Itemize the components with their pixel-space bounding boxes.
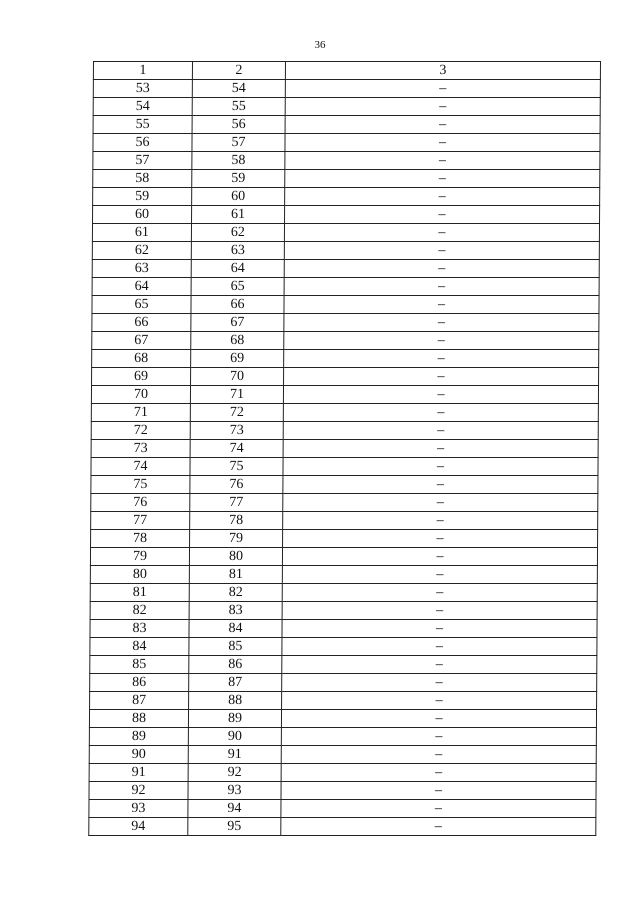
table-cell: 72 — [190, 404, 283, 422]
table-row — [91, 530, 598, 548]
table-cell: – — [284, 242, 599, 260]
table-row — [91, 422, 598, 440]
table-row — [91, 494, 598, 512]
table-row — [93, 206, 600, 224]
table-cell: – — [285, 80, 600, 98]
table-cell: 61 — [192, 206, 285, 224]
table-cell: 69 — [191, 350, 284, 368]
table-cell: – — [282, 692, 597, 710]
table-cell: 71 — [91, 404, 190, 422]
table-cell: 68 — [191, 332, 284, 350]
table-cell: 81 — [90, 584, 189, 602]
table-cell: – — [285, 98, 600, 116]
table-cell: 71 — [190, 386, 283, 404]
table-cell: 60 — [93, 206, 192, 224]
data-table — [88, 61, 601, 836]
table-cell: 82 — [189, 584, 282, 602]
table-row — [89, 710, 596, 728]
table-row — [92, 278, 599, 296]
table-cell: 87 — [90, 692, 189, 710]
table-cell: 80 — [90, 566, 189, 584]
table-cell: 84 — [189, 620, 282, 638]
table-cell: 80 — [189, 548, 282, 566]
table-row — [92, 242, 599, 260]
table-row — [89, 728, 596, 746]
table-cell: 66 — [191, 296, 284, 314]
table-row — [91, 512, 598, 530]
table-cell: – — [282, 674, 597, 692]
table-cell: – — [282, 548, 597, 566]
table-cell: 92 — [188, 764, 281, 782]
table-cell: 67 — [92, 332, 191, 350]
table-cell: 76 — [91, 494, 190, 512]
table-cell: 56 — [93, 134, 192, 152]
table-cell: – — [283, 512, 598, 530]
table-row — [92, 332, 599, 350]
table-cell: 85 — [90, 656, 189, 674]
table-cell: 58 — [93, 170, 192, 188]
table-cell: – — [282, 656, 597, 674]
table-cell: 81 — [189, 566, 282, 584]
table-cell: – — [284, 278, 599, 296]
table-cell: 54 — [192, 80, 285, 98]
table-cell: – — [283, 440, 598, 458]
table-cell: 86 — [189, 656, 282, 674]
table-cell: 70 — [91, 386, 190, 404]
column-header: 1 — [93, 62, 192, 80]
table-cell: 93 — [89, 800, 188, 818]
table-row — [89, 818, 596, 836]
table-row — [92, 368, 599, 386]
table-row — [89, 764, 596, 782]
table-row — [90, 638, 597, 656]
table-cell: 83 — [189, 602, 282, 620]
table-cell: 63 — [191, 242, 284, 260]
table-row — [90, 548, 597, 566]
table-cell: 75 — [91, 476, 190, 494]
table-cell: – — [281, 746, 596, 764]
table-cell: – — [284, 350, 599, 368]
table-cell: 79 — [190, 530, 283, 548]
table-cell: 64 — [191, 260, 284, 278]
table-cell: – — [285, 152, 600, 170]
table-cell: 76 — [190, 476, 283, 494]
table-row — [92, 260, 599, 278]
table-row — [93, 80, 600, 98]
table-cell: – — [284, 296, 599, 314]
table-cell: 82 — [90, 602, 189, 620]
table-cell: – — [285, 206, 600, 224]
table-cell: 57 — [93, 152, 192, 170]
table-cell: – — [283, 404, 598, 422]
table-cell: 95 — [188, 818, 281, 836]
table-cell: 72 — [91, 422, 190, 440]
table-row — [90, 602, 597, 620]
table-cell: – — [281, 818, 596, 836]
table-row — [92, 314, 599, 332]
table-row — [90, 566, 597, 584]
table-row — [92, 296, 599, 314]
table-cell: – — [284, 314, 599, 332]
table-row — [93, 188, 600, 206]
page-number: 36 — [314, 39, 326, 51]
table-cell: 83 — [90, 620, 189, 638]
table-row — [90, 584, 597, 602]
table-cell: 90 — [188, 728, 281, 746]
table-row — [89, 782, 596, 800]
table-cell: 56 — [192, 116, 285, 134]
table-cell: – — [283, 422, 598, 440]
table-cell: 94 — [89, 818, 188, 836]
table-cell: 62 — [191, 224, 284, 242]
table-cell: 77 — [190, 494, 283, 512]
table-cell: – — [284, 224, 599, 242]
table-cell: 65 — [191, 278, 284, 296]
table-cell: 55 — [93, 116, 192, 134]
table-cell: 57 — [192, 134, 285, 152]
table-row — [90, 674, 597, 692]
table-cell: – — [283, 494, 598, 512]
table-cell: 85 — [189, 638, 282, 656]
table-row — [93, 134, 600, 152]
table-cell: – — [283, 476, 598, 494]
table-cell: 59 — [93, 188, 192, 206]
table-cell: 60 — [192, 188, 285, 206]
table-cell: 78 — [190, 512, 283, 530]
table-row — [91, 404, 598, 422]
table-cell: 93 — [188, 782, 281, 800]
table-cell: – — [281, 800, 596, 818]
table-cell: 74 — [91, 458, 190, 476]
table-cell: – — [285, 188, 600, 206]
table-cell: – — [281, 764, 596, 782]
table-cell: – — [284, 260, 599, 278]
table-header-row — [93, 62, 600, 80]
table-cell: 73 — [190, 422, 283, 440]
table-cell: 84 — [90, 638, 189, 656]
table-cell: 63 — [92, 260, 191, 278]
table-cell: 88 — [89, 710, 188, 728]
table-cell: – — [282, 620, 597, 638]
table-cell: – — [285, 116, 600, 134]
table-cell: 65 — [92, 296, 191, 314]
table-cell: 70 — [191, 368, 284, 386]
table-cell: 89 — [89, 728, 188, 746]
table-row — [92, 350, 599, 368]
table-cell: 87 — [189, 674, 282, 692]
table-cell: – — [281, 782, 596, 800]
table-row — [90, 692, 597, 710]
table-cell: 79 — [90, 548, 189, 566]
table-cell: 73 — [91, 440, 190, 458]
table-cell: – — [283, 386, 598, 404]
table-body — [89, 80, 601, 836]
table-cell: 78 — [91, 530, 190, 548]
table-cell: 88 — [189, 692, 282, 710]
table-row — [91, 440, 598, 458]
table-cell: 62 — [92, 242, 191, 260]
table-cell: – — [281, 710, 596, 728]
table-row — [93, 170, 600, 188]
table-cell: 61 — [92, 224, 191, 242]
table-cell: 90 — [89, 746, 188, 764]
table-row — [89, 800, 596, 818]
table-cell: 89 — [188, 710, 281, 728]
table-cell: 69 — [92, 368, 191, 386]
table-cell: – — [282, 602, 597, 620]
table-row — [91, 458, 598, 476]
table-cell: 58 — [192, 152, 285, 170]
column-header: 3 — [285, 62, 600, 80]
column-header: 2 — [192, 62, 285, 80]
table-row — [91, 476, 598, 494]
table-cell: 91 — [89, 764, 188, 782]
table-cell: 53 — [93, 80, 192, 98]
table-row — [93, 98, 600, 116]
table-cell: 77 — [91, 512, 190, 530]
table-cell: – — [282, 566, 597, 584]
table-cell: 67 — [191, 314, 284, 332]
table-cell: 92 — [89, 782, 188, 800]
table-cell: 86 — [90, 674, 189, 692]
table-row — [93, 152, 600, 170]
table-cell: 91 — [188, 746, 281, 764]
table-cell: – — [283, 458, 598, 476]
table-cell: – — [284, 368, 599, 386]
table-row — [93, 116, 600, 134]
table-cell: – — [284, 332, 599, 350]
table-cell: 66 — [92, 314, 191, 332]
table-cell: – — [282, 638, 597, 656]
table-row — [90, 620, 597, 638]
table-cell: 94 — [188, 800, 281, 818]
table-cell: – — [281, 728, 596, 746]
table-cell: 74 — [190, 440, 283, 458]
table-cell: 68 — [92, 350, 191, 368]
table-cell: 55 — [192, 98, 285, 116]
table-cell: 59 — [192, 170, 285, 188]
table-row — [90, 656, 597, 674]
table-row — [89, 746, 596, 764]
table-cell: – — [285, 134, 600, 152]
table-cell: 64 — [92, 278, 191, 296]
table-row — [91, 386, 598, 404]
table-cell: – — [283, 530, 598, 548]
table-cell: – — [285, 170, 600, 188]
table-cell: 75 — [190, 458, 283, 476]
table-cell: 54 — [93, 98, 192, 116]
table-cell: – — [282, 584, 597, 602]
table-row — [92, 224, 599, 242]
